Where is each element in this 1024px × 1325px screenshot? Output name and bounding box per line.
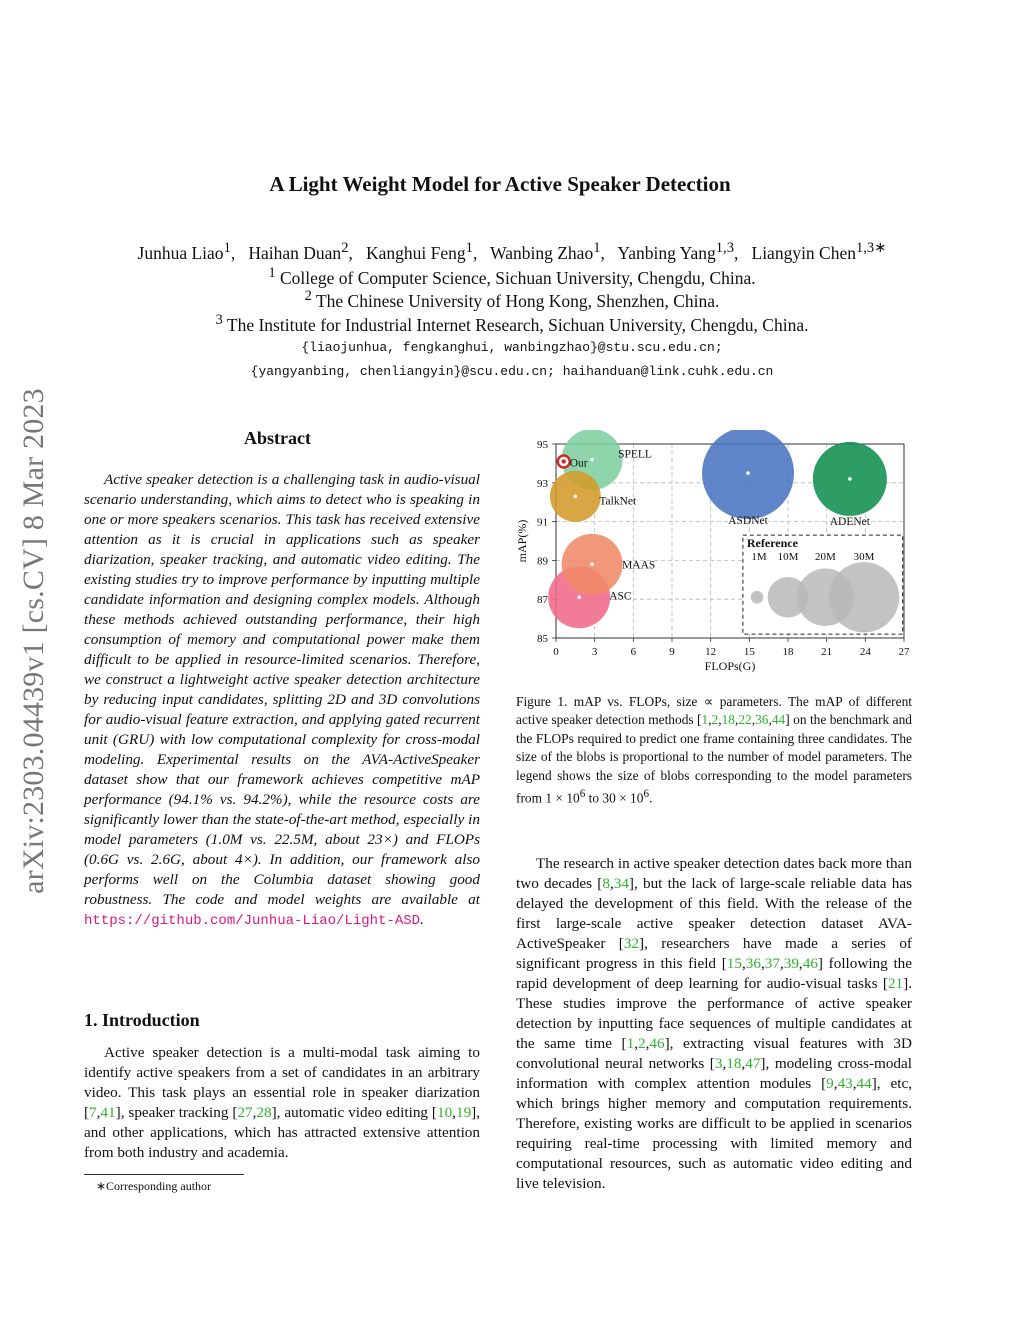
legend-entry-label: 10M <box>777 551 799 564</box>
abstract-heading: Abstract <box>244 428 311 448</box>
paragraph-text: ], but the lack of large-scale reliable data has delayed the development of this field. With the release of the first large-scale active speaker detection dataset AVA-ActiveSpeaker [ <box>516 875 912 952</box>
blob-our-center <box>562 459 566 463</box>
legend-blob <box>751 591 764 604</box>
author-affil-sup: 1,3 <box>715 240 734 256</box>
code-link[interactable]: https://github.com/Junhua-Liao/Light-ASD <box>84 913 421 929</box>
affiliation-2 <box>0 288 1024 312</box>
author-list: Junhua Liao$^1$, Haihan Duan$^2$, Kanghui Feng$^1$, Wanbing Zhao$^1$, Yanbing Yang$^{1,3}$, Liangyin Chen$^{1,3∗}$ <box>137 240 887 263</box>
citation-link[interactable]: 22 <box>738 712 752 728</box>
blob-label: ASDNet <box>728 515 768 528</box>
email-line-1: {liaojunhua, fengkanghui, wanbingzhao}@stu.scu.edu.cn; <box>301 340 723 355</box>
y-tick-label: 91 <box>537 516 548 529</box>
legend-blob <box>829 562 899 632</box>
y-tick-label: 93 <box>537 477 548 490</box>
x-tick-label: 0 <box>553 646 559 658</box>
abstract-text: Active speaker detection is a challenging task in audio-visual scenario understanding, which aims to detect who is speaking in one or more speakers scenarios. This task has received extensive attention as it is crucial in applications such as speaker diarization, speaker tracking, and automatic video editing. The existing studies try to improve performance by inputting multiple candidate information and designing complex models. Although these methods achieved outstanding performance, their high consumption of memory and computational power make them difficult to be applied in resource-limited scenarios. Therefore, we construct a lightweight active speaker detection architecture by reducing input candidates, splitting 2D and 3D convolutions for audio-visual feature extraction, and applying gated recurrent unit (GRU) with low computational complexity for cross-modal modeling. Experimental results on the AVA-ActiveSpeaker dataset show that our framework achieves competitive mAP performance (94.1% vs. 94.2%), while the resource costs are significantly lower than the state-of-the-art method, especially in model parameters (1.0M vs. 22.5M, about 23×) and FLOPs (0.6G vs. 2.6G, about 4×). In addition, our framework also performs well on the Columbia dataset showing good robustness. The code and model weights are available at <box>84 471 480 908</box>
paragraph-text: ], extracting visual features with 3D convolutional neural networks [ <box>516 1035 912 1072</box>
citation-link[interactable]: 15 <box>726 955 742 972</box>
author-name: Kanghui Feng <box>365 242 466 263</box>
blob-center-dot <box>590 562 594 566</box>
citation-link[interactable]: 37 <box>764 955 780 972</box>
legend-title: Reference <box>746 536 798 551</box>
legend-entry-label: 30M <box>853 551 875 564</box>
y-axis-label: mAP(%) <box>515 519 529 563</box>
y-tick-label: 87 <box>537 594 548 607</box>
blob-center-dot <box>590 458 594 462</box>
author-name: Yanbing Yang <box>617 242 716 263</box>
figure-1-chart <box>512 430 922 685</box>
affiliation-3 <box>0 312 1024 336</box>
caption-text: . <box>649 790 653 806</box>
y-tick-label: 95 <box>537 439 548 451</box>
legend-entry-label: 1M <box>751 551 767 564</box>
x-tick-label: 15 <box>743 646 755 658</box>
citation-link[interactable]: 18 <box>721 712 735 728</box>
author-name: Haihan Duan <box>248 242 342 263</box>
citation-link[interactable]: 1 <box>626 1035 635 1052</box>
intro-text: ], speaker tracking [ <box>115 1104 238 1121</box>
citation-link[interactable]: 28 <box>256 1104 272 1121</box>
citation-link[interactable]: 43 <box>837 1075 853 1092</box>
affiliation-1 <box>0 265 1024 289</box>
paragraph-text: ], researchers have made a series of significant progress in this field [ <box>516 935 912 972</box>
caption-text: ] on the benchmark and the FLOPs required to predict one frame containing three candidates. The size of the blobs is proportional to the number of model parameters. The legend shows the size of blobs corresponding to the model parameters from 1 × 10 <box>516 712 912 806</box>
citation-link[interactable]: 32 <box>623 935 640 952</box>
citation-link[interactable]: 41 <box>100 1104 116 1121</box>
abstract-body <box>84 470 480 931</box>
chart-legend <box>743 535 903 634</box>
citation-link[interactable]: 7 <box>89 1104 97 1121</box>
caption-text: to 30 × 10 <box>585 790 644 806</box>
citation-link[interactable]: 46 <box>649 1035 665 1052</box>
affil-sup: 2 <box>304 288 312 304</box>
footnote-rule <box>84 1174 244 1175</box>
paragraph-text: ], etc, which brings higher memory and computation requirements. Therefore, existing works are difficult to be applied in scenarios requiring real-time processing with limited memory and computational resources, such as automatic video editing and live television. <box>516 1075 912 1192</box>
x-tick-label: 18 <box>782 646 794 658</box>
blob-center-dot <box>574 495 578 499</box>
author-name: Wanbing Zhao <box>490 242 594 263</box>
author-name: Liangyin Chen <box>751 242 856 263</box>
citation-link[interactable]: 36 <box>745 955 761 972</box>
intro-text: ], automatic video editing [ <box>271 1104 437 1121</box>
affil-text: The Chinese University of Hong Kong, Shenzhen, China. <box>315 290 720 311</box>
x-tick-label: 3 <box>591 646 598 658</box>
citation-link[interactable]: 34 <box>613 875 629 892</box>
paragraph-text: ], modeling cross-modal information with complex attention modules [ <box>516 1055 912 1092</box>
author-affil-sup: 1 <box>223 240 231 256</box>
citation-link[interactable]: 46 <box>802 955 818 972</box>
citation-link[interactable]: 21 <box>887 975 904 992</box>
blob-label: ADENet <box>829 515 870 528</box>
footnote: ∗Corresponding author <box>96 1179 212 1193</box>
x-tick-label: 12 <box>705 646 717 658</box>
intro-paragraph: Active speaker detection is a multi-modal task aiming to identify active speakers from a set of candidates in an arbitrary video. This task plays an essential role in speaker diarization [7,41], speaker tracking [27,28], automatic video editing [10,19], and other applications, which has attracted extensive attention from both industry and academia. <box>84 1044 481 1161</box>
citation-link[interactable]: 19 <box>455 1104 472 1121</box>
x-tick-label: 6 <box>630 646 637 658</box>
paragraph-text: The research in active speaker detection dates back more than two decades [ <box>516 855 912 892</box>
legend-entry-label: 20M <box>814 551 836 564</box>
x-axis-label: FLOPs(G) <box>704 659 756 673</box>
citation-link[interactable]: 47 <box>745 1055 761 1072</box>
affil-text: College of Computer Science, Sichuan University, Chengdu, China. <box>280 267 756 288</box>
blob-center-dot <box>848 477 852 481</box>
author-name: Junhua Liao <box>137 242 224 263</box>
citation-link[interactable]: 1 <box>701 712 709 728</box>
abstract-end: . <box>420 911 424 928</box>
figure-1-caption <box>516 693 912 808</box>
citation-link[interactable]: 10 <box>436 1104 453 1121</box>
y-tick-label: 85 <box>537 633 548 645</box>
citation-link[interactable]: 2 <box>711 712 719 728</box>
blob-label: ASC <box>609 590 632 603</box>
author-affil-sup: 1 <box>465 240 473 256</box>
email-line-2: {yangyanbing, chenliangyin}@scu.edu.cn; haihanduan@link.cuhk.edu.cn <box>250 364 774 379</box>
author-affil-sup: 2 <box>341 240 349 256</box>
citation-link[interactable]: 44 <box>856 1075 872 1092</box>
citation-link[interactable]: 44 <box>771 712 786 728</box>
blob-center-dot <box>746 471 750 475</box>
blob-center-dot <box>577 595 581 599</box>
citation-link[interactable]: 9 <box>826 1075 834 1092</box>
citation-link[interactable]: 2 <box>637 1035 646 1052</box>
section-heading-introduction: 1. Introduction <box>84 1010 200 1030</box>
citation-link[interactable]: 36 <box>755 712 769 728</box>
blob-label: MAAS <box>622 559 656 572</box>
citation-link[interactable]: 27 <box>237 1104 253 1121</box>
x-tick-label: 9 <box>669 646 675 658</box>
blob-label: TalkNet <box>599 495 637 508</box>
y-tick-label: 89 <box>537 555 548 568</box>
paragraph-text: ]. These studies improve the performance of active speaker detection by inputting face sequences of multiple candidates at the same time [ <box>516 975 912 1052</box>
author-affil-sup: 1,3∗ <box>856 240 887 256</box>
caption-text: Figure 1. mAP vs. FLOPs, size ∝ parameters. The mAP of different active speaker detection methods [ <box>516 694 912 728</box>
arxiv-stamp: arXiv:2303.04439v1 [cs.CV] 8 Mar 2023 <box>17 388 50 894</box>
blob-label: Our <box>569 457 588 470</box>
paragraph-text: ] following the rapid development of deep learning for audio-visual tasks [ <box>516 955 913 992</box>
citation-link[interactable]: 18 <box>726 1055 742 1072</box>
affil-sup: 3 <box>215 312 223 328</box>
intro-paragraph-right: The research in active speaker detection dates back more than two decades [8,34], but the lack of large-scale reliable data has delayed the development of this field. With the release of the first large-scale active speaker detection dataset AVA-ActiveSpeaker [32], researchers have made a series of significant progress in this field [15,36,37,39,46] following the rapid development of deep learning for audio-visual tasks [21]. These studies improve the performance of active speaker detection by inputting face sequences of multiple candidates at the same time [1,2,46], extracting visual features with 3D convolutional neural networks [3,18,47], modeling cross-modal information with complex attention modules [9,43,44], etc, which brings higher memory and computation requirements. Therefore, existing works are difficult to be applied in scenarios requiring real-time processing with limited memory and computational resources, such as automatic video editing and live television. <box>516 855 913 1192</box>
x-tick-label: 21 <box>821 646 833 658</box>
paper-title: A Light Weight Model for Active Speaker Detection <box>269 172 731 196</box>
intro-text: ], and other applications, which has attracted extensive attention from both industry and academia. <box>84 1104 481 1161</box>
x-tick-label: 24 <box>859 646 871 658</box>
caption-citations: 1,2,18,22,36,44 <box>701 712 786 728</box>
author-affil-sup: 1 <box>593 240 601 256</box>
x-tick-label: 27 <box>898 646 910 658</box>
intro-text: Active speaker detection is a multi-modal task aiming to identify active speakers from a set of candidates in an arbitrary video. This task plays an essential role in speaker diarization [ <box>84 1044 480 1121</box>
citation-link[interactable]: 3 <box>714 1055 723 1072</box>
blob-label: SPELL <box>618 448 652 461</box>
affil-text: The Institute for Industrial Internet Research, Sichuan University, Chengdu, China. <box>226 314 809 335</box>
affil-sup: 1 <box>268 265 276 281</box>
caption-exponent: 6 <box>643 788 650 801</box>
caption-exponent: 6 <box>579 788 586 801</box>
citation-link[interactable]: 8 <box>602 875 610 892</box>
citation-link[interactable]: 39 <box>783 955 799 972</box>
